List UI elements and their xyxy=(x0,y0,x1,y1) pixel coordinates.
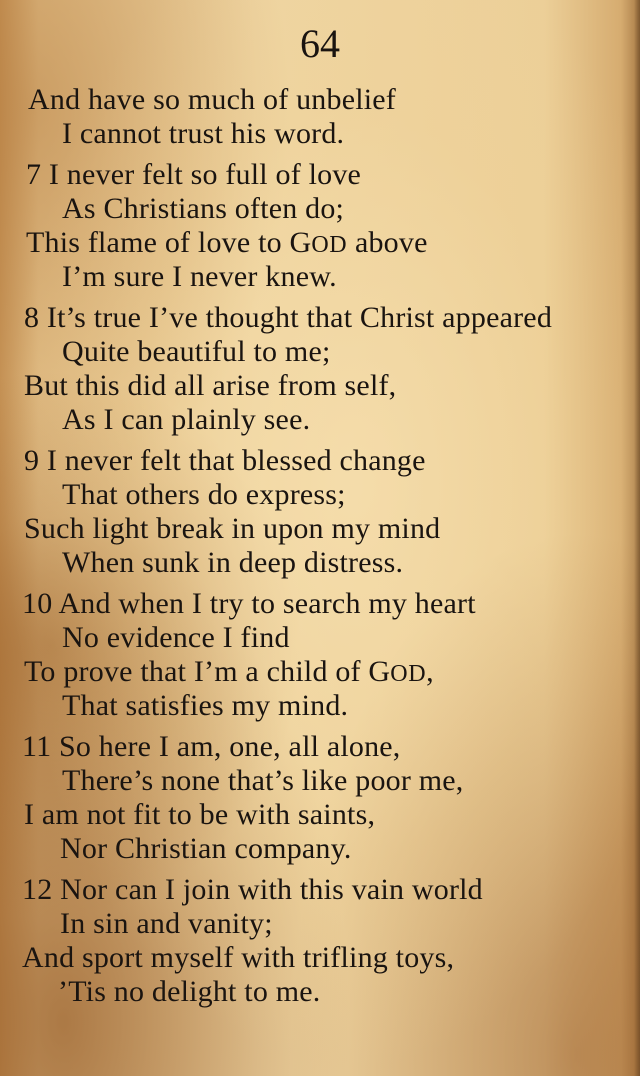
verse-line: That satisfies my mind. xyxy=(62,689,349,722)
verse-line: Nor Christian company. xyxy=(60,832,352,865)
verse-line: But this did all arise from self, xyxy=(24,369,397,402)
verse-line: 7 I never felt so full of love xyxy=(26,158,362,191)
verse-line: To prove that I’m a child of GOD, xyxy=(24,655,434,688)
verse-line: This flame of love to GOD above xyxy=(26,226,428,259)
verse-line: I’m sure I never knew. xyxy=(62,260,337,293)
verse-line: 11 So here I am, one, all alone, xyxy=(22,730,401,763)
verse-line: 9 I never felt that blessed change xyxy=(24,444,426,477)
verse-line: 10 And when I try to search my heart xyxy=(22,587,476,620)
verse-line: 8 It’s true I’ve thought that Christ appeared xyxy=(24,301,553,334)
verse-line: As I can plainly see. xyxy=(62,403,311,436)
verse-line: And have so much of unbelief xyxy=(28,83,397,116)
verse-line: 12 Nor can I join with this vain world xyxy=(22,873,483,906)
verse-line: No evidence I find xyxy=(62,621,290,654)
verse-line: There’s none that’s like poor me, xyxy=(62,764,464,797)
verse-line: In sin and vanity; xyxy=(60,907,273,940)
verse-line: When sunk in deep distress. xyxy=(62,546,404,579)
verse-line: Such light break in upon my mind xyxy=(24,512,441,545)
verse-line: I cannot trust his word. xyxy=(62,117,345,150)
verse-line: As Christians often do; xyxy=(62,192,345,225)
verse-line: I am not fit to be with saints, xyxy=(24,798,376,831)
verse-line: That others do express; xyxy=(62,478,346,511)
page-number: 64 xyxy=(300,21,340,66)
verse-line: Quite beautiful to me; xyxy=(62,335,331,368)
page-edge-shadow xyxy=(634,0,640,1076)
verse-line: And sport myself with trifling toys, xyxy=(22,941,455,974)
verse-line: ’Tis no delight to me. xyxy=(58,975,321,1008)
